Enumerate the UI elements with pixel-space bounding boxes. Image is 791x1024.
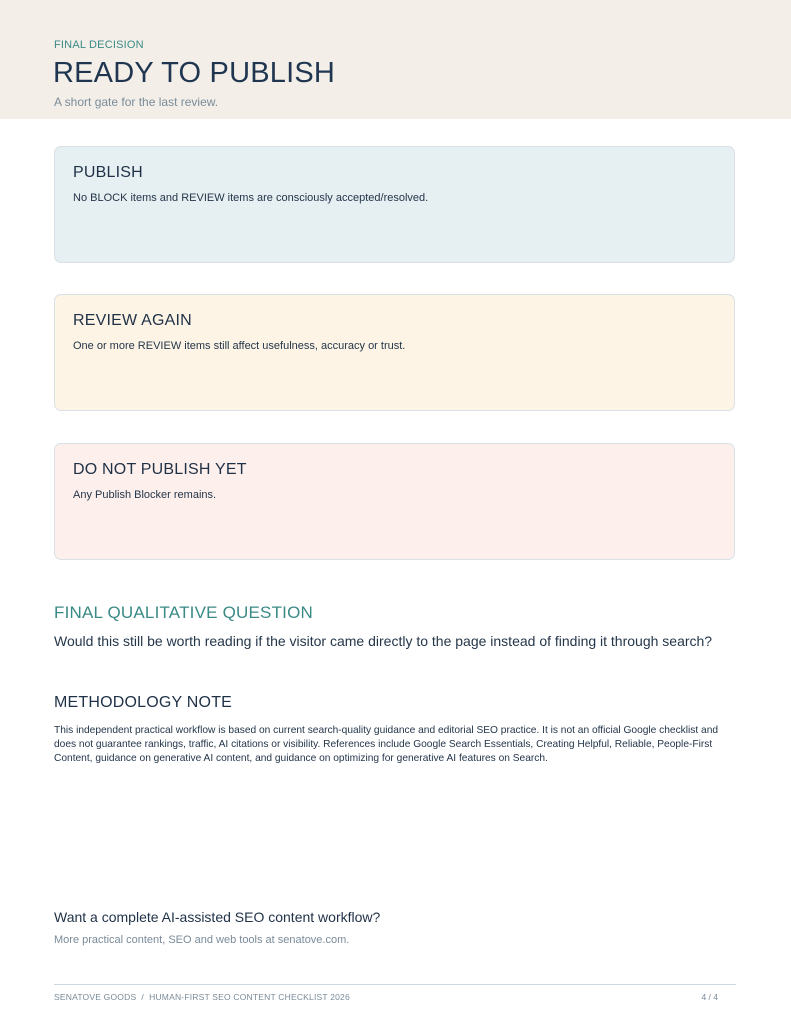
page-number: 4 / 4 bbox=[701, 992, 718, 1002]
page-title: READY TO PUBLISH bbox=[53, 57, 336, 89]
do-not-publish-card-title: DO NOT PUBLISH YET bbox=[73, 461, 247, 478]
publish-card bbox=[54, 146, 735, 263]
cta-heading: Want a complete AI-assisted SEO content workflow? bbox=[54, 909, 381, 925]
do-not-publish-card-text: Any Publish Blocker remains. bbox=[73, 489, 217, 501]
final-question-heading: FINAL QUALITATIVE QUESTION bbox=[54, 603, 313, 622]
publish-card-text: No BLOCK items and REVIEW items are consciously accepted/resolved. bbox=[73, 192, 429, 204]
methodology-heading: METHODOLOGY NOTE bbox=[54, 694, 233, 711]
footer-doc-title: SENATOVE GOODS / HUMAN-FIRST SEO CONTENT CHECKLIST 2026 bbox=[54, 992, 350, 1002]
footer-divider bbox=[54, 984, 736, 985]
publish-card-title: PUBLISH bbox=[73, 164, 143, 181]
page-subtitle: A short gate for the last review. bbox=[54, 95, 219, 109]
review-again-card-text: One or more REVIEW items still affect usefulness, accuracy or trust. bbox=[73, 340, 406, 352]
final-question-text: Would this still be worth reading if the visitor came directly to the page instead of finding it through search? bbox=[54, 633, 713, 649]
do-not-publish-card bbox=[54, 443, 735, 560]
section-eyebrow: FINAL DECISION bbox=[54, 39, 144, 51]
methodology-text: This independent practical workflow is based on current search-quality guidance and editorial SEO practice. It is not an official Google checklist and does not guarantee rankings, traffic, AI citations or visibility. References include Google Search Essentials, Creating Helpful, Reliable, People-First Content, guidance on generative AI content, and guidance on optimizing for generative AI features on Search. bbox=[54, 725, 719, 764]
review-again-card-title: REVIEW AGAIN bbox=[73, 312, 192, 329]
review-again-card bbox=[54, 294, 735, 411]
page-header bbox=[0, 0, 791, 119]
cta-text: More practical content, SEO and web tools at senatove.com. bbox=[54, 934, 350, 946]
